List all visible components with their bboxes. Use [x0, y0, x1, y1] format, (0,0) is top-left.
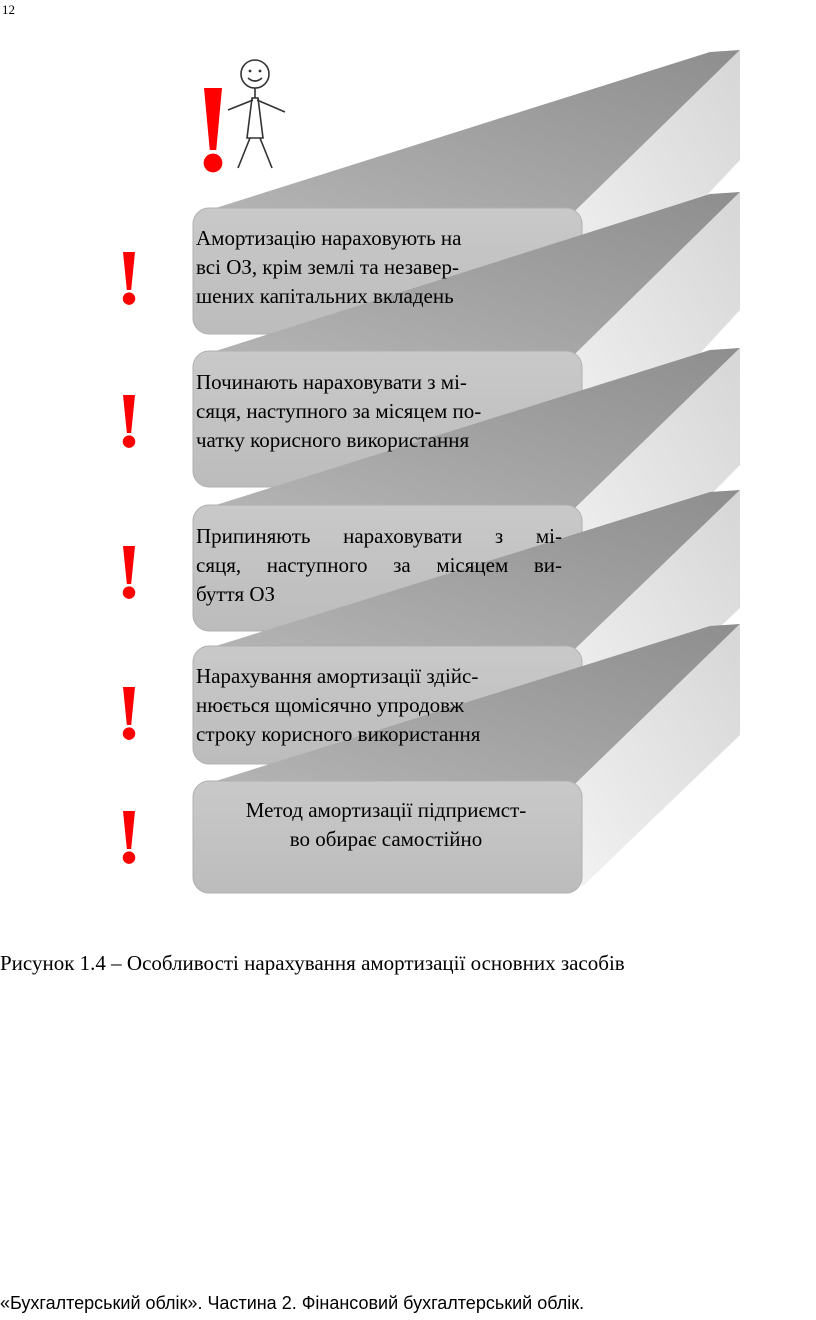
- step-text-line: во обирає самостійно: [289, 827, 483, 851]
- step-text-line: сяця, наступного за місяцем по-: [196, 399, 482, 423]
- step-text: [196, 522, 562, 609]
- step-text-line: сяця, наступного за місяцем ви-: [196, 553, 562, 577]
- step-text: [196, 796, 576, 854]
- figure-caption: Рисунок 1.4 – Особливості нарахування амортизації основних засобів: [0, 951, 625, 975]
- stick-figure-icon: [228, 60, 285, 168]
- step-text-line: Метод амортизації підприємст-: [245, 798, 527, 822]
- exclamation-icon: [123, 395, 135, 448]
- step-text-line: строку корисного використання: [196, 722, 481, 746]
- step-text-line: всі ОЗ, крім землі та незавер-: [196, 255, 459, 279]
- exclamation-icon: [123, 811, 135, 864]
- step-text-line: Припиняють нараховувати з мі-: [196, 524, 562, 548]
- exclamation-icon: [123, 687, 135, 740]
- step-text: [196, 662, 576, 749]
- step-text-line: шених капітальних вкладень: [196, 284, 454, 308]
- step-text: [196, 368, 576, 455]
- exclamation-icon: [123, 546, 135, 599]
- exclamation-icon: [123, 252, 135, 305]
- exclamation-icon: [204, 88, 223, 172]
- step-text-line: Нарахування амортизації здійс-: [196, 664, 479, 688]
- step-text-line: чатку корисного використання: [196, 428, 470, 452]
- step-text-line: буття ОЗ: [196, 582, 276, 606]
- step-text: [196, 224, 576, 311]
- step-text-line: Починають нараховувати з мі-: [196, 370, 467, 394]
- step-text-line: Амортизацію нараховують на: [196, 226, 462, 250]
- page-number: 12: [2, 2, 15, 17]
- page-footer: «Бухгалтерський облік». Частина 2. Фінансовий бухгалтерський облік.: [0, 1293, 585, 1313]
- step-text-line: нюється щомісячно упродовж: [196, 693, 464, 717]
